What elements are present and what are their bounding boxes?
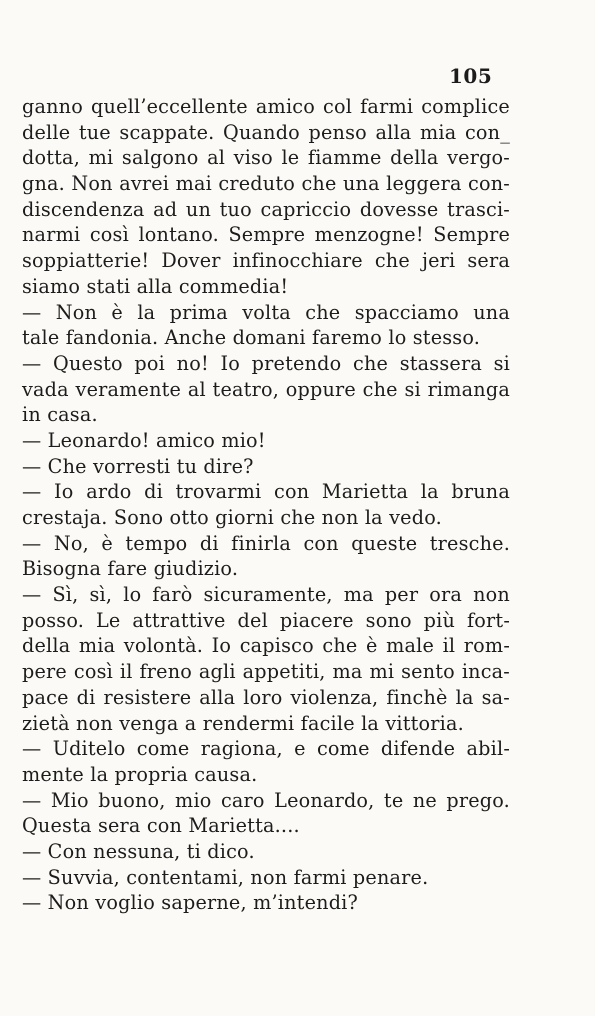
text-line: — Con nessuna, ti dico. [22,839,255,863]
text-line: Questa sera con Marietta.... [22,814,300,838]
text-line: — Non è la prima volta che spacciamo una [22,300,510,324]
body-text [22,94,510,916]
text-line: vada veramente al teatro, oppure che si rimanga [22,377,510,401]
text-line: dotta, mi salgono al viso le fiamme della vergo- [22,146,510,170]
text-line: crestaja. Sono otto giorni che non la vedo. [22,506,442,529]
text-line: soppiatterie! Dover infinocchiare che jeri sera [22,249,510,273]
text-line: della mia volontà. Io capisco che è male il rom- [22,634,510,658]
text-line: — Uditelo come ragiona, e come difende abil- [22,737,510,761]
text-line: — Leonardo! amico mio! [22,428,266,452]
text-line: in casa. [22,403,98,427]
text-line: tale fandonia. Anche domani faremo lo stesso. [22,326,481,350]
text-line: — Suvvia, contentami, non farmi penare. [22,865,429,889]
text-line: — Che vorresti tu dire? [22,454,254,478]
text-line: siamo stati alla commedia! [22,274,289,298]
text-line: Bisogna fare giudizio. [22,557,239,581]
text-line: delle tue scappate. Quando penso alla mia con_ [22,120,510,144]
text-line: pere così il freno agli appetiti, ma mi sento inca- [22,660,510,684]
text-line: gna. Non avrei mai creduto che una leggera con- [22,172,510,196]
text-line: narmi così lontano. Sempre menzogne! Sempre [22,223,510,247]
text-line: — Io ardo di trovarmi con Marietta la bruna [22,480,510,504]
text-line: — Questo poi no! Io pretendo che stassera si [22,351,510,375]
text-line: zietà non venga a rendermi facile la vittoria. [22,711,464,735]
text-line: ganno quell’eccellente amico col farmi complice [22,95,510,118]
text-line: — No, è tempo di finirla con queste tresche. [22,531,510,555]
text-line: — Mio buono, mio caro Leonardo, te ne prego. [22,788,510,812]
text-line: mente la propria causa. [22,762,258,786]
text-line: — Non voglio saperne, m’intendi? [22,891,359,915]
text-line: pace di resistere alla loro violenza, finchè la sa- [22,685,510,709]
text-line: posso. Le attrattive del piacere sono più fort- [22,608,510,632]
page-number: 105 [449,64,493,88]
text-line: — Sì, sì, lo farò sicuramente, ma per ora non [22,583,510,607]
text-line: discendenza ad un tuo capriccio dovesse trasci- [22,197,510,221]
